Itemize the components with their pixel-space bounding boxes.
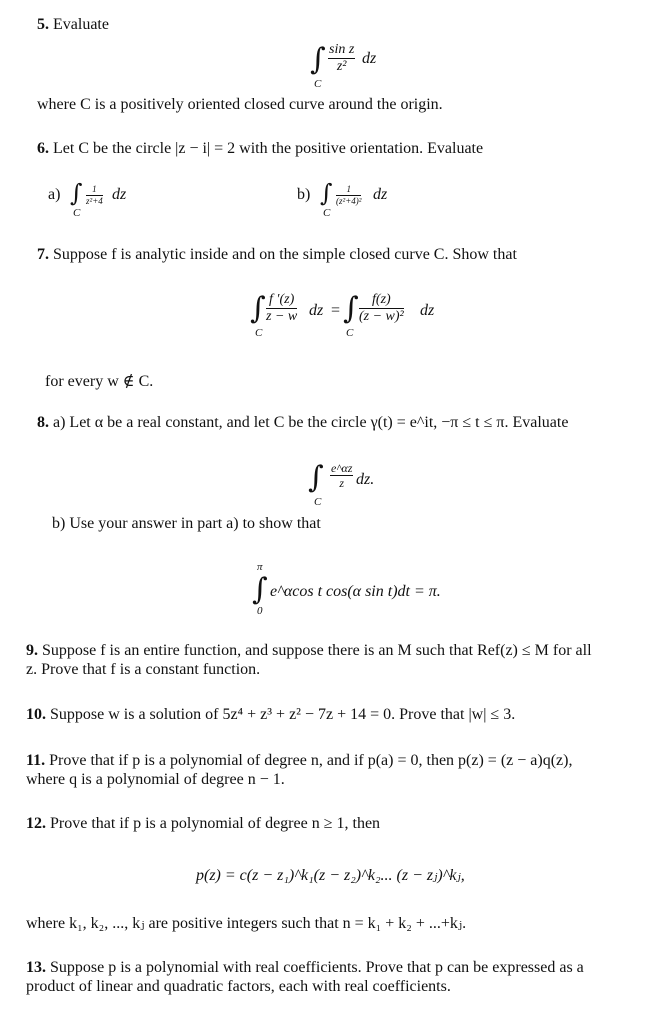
problem-5-number: 5. bbox=[37, 16, 49, 33]
problem-5-integral-sign: ∫ bbox=[310, 42, 326, 77]
problem-13-text: Suppose p is a polynomial with real coefficients. Prove that p can be expressed as a bbox=[50, 959, 584, 976]
problem-7-lhs-numerator: f ′(z) bbox=[266, 293, 297, 309]
problem-9-text: Suppose f is an entire function, and suppose there is an M such that Ref(z) ≤ M for all bbox=[42, 642, 592, 659]
problem-7-rhs-dz: dz bbox=[420, 302, 435, 319]
problem-7-lhs-contour: C bbox=[255, 327, 263, 339]
problem-13-line1 bbox=[26, 959, 584, 977]
problem-10-number: 10. bbox=[26, 706, 46, 723]
problem-10-line bbox=[26, 706, 515, 724]
problem-6b-denominator: (z²+4)² bbox=[336, 196, 362, 206]
problem-5-heading bbox=[37, 16, 109, 34]
problem-6a-integral-sign: ∫ bbox=[70, 179, 83, 207]
problem-8-integrand: e^αcos t cos(α sin t)dt = π. bbox=[270, 583, 441, 600]
problem-5-dz: dz bbox=[362, 50, 377, 67]
problem-8-contour: C bbox=[314, 496, 322, 508]
problem-6a-fraction bbox=[86, 185, 103, 206]
problem-6b-integral-sign: ∫ bbox=[320, 179, 333, 207]
problem-7-rhs-integral-sign: ∫ bbox=[343, 291, 359, 326]
problem-6b-numerator: 1 bbox=[336, 185, 361, 196]
problem-6b-label: b) bbox=[297, 186, 311, 203]
problem-5-contour: C bbox=[314, 78, 322, 90]
problem-7-lhs-dz: dz bbox=[309, 302, 324, 319]
problem-7-for-every: for every w ∉ C. bbox=[45, 373, 154, 390]
problem-10-text: Suppose w is a solution of 5z⁴ + z³ + z² − 7z + 14 = 0. Prove that |w| ≤ 3. bbox=[50, 706, 516, 723]
problem-9-line1 bbox=[26, 642, 592, 660]
problem-12-text: Prove that if p is a polynomial of degree n ≥ 1, then bbox=[50, 815, 381, 832]
problem-5-where: where C is a positively oriented closed curve around the origin. bbox=[37, 96, 443, 113]
problem-11-text: Prove that if p is a polynomial of degree n, and if p(a) = 0, then p(z) = (z − a)q(z), bbox=[49, 752, 573, 769]
problem-6a-dz: dz bbox=[112, 186, 127, 203]
problem-7-lhs-fraction bbox=[266, 293, 297, 324]
problem-7-lhs-denominator: z − w bbox=[266, 309, 298, 324]
problem-8-integral-sign: ∫ bbox=[308, 460, 324, 495]
problem-6-text: Let C be the circle |z − i| = 2 with the positive orientation. Evaluate bbox=[53, 140, 484, 157]
problem-11-line1 bbox=[26, 752, 572, 770]
problem-7-rhs-numerator: f(z) bbox=[359, 293, 404, 309]
problem-8-upper-limit: π bbox=[257, 561, 263, 573]
problem-5-fraction bbox=[328, 43, 355, 74]
problem-8-dz: dz. bbox=[356, 471, 375, 488]
problem-8-numerator: e^αz bbox=[331, 461, 353, 475]
problem-8-b-text: b) Use your answer in part a) to show that bbox=[52, 515, 321, 532]
problem-7-heading bbox=[37, 246, 517, 264]
problem-7-lhs-integral-sign: ∫ bbox=[250, 291, 266, 326]
problem-6b-fraction bbox=[336, 185, 361, 206]
problem-11-line2: where q is a polynomial of degree n − 1. bbox=[26, 771, 285, 788]
problem-7-rhs-fraction bbox=[359, 293, 404, 324]
problem-9-number: 9. bbox=[26, 642, 38, 659]
problem-5-numerator: sin z bbox=[329, 42, 355, 57]
problem-8-a-text: a) Let α be a real constant, and let C be the circle γ(t) = e^it, −π ≤ t ≤ π. Evaluate bbox=[53, 414, 569, 431]
problem-12-number: 12. bbox=[26, 815, 46, 832]
problem-7-rhs-denominator: (z − w)² bbox=[359, 309, 404, 324]
problem-6a-label: a) bbox=[48, 186, 61, 203]
problem-7-text: Suppose f is analytic inside and on the simple closed curve C. Show that bbox=[53, 246, 517, 263]
problem-6-number: 6. bbox=[37, 140, 49, 157]
problem-6a-numerator: 1 bbox=[86, 185, 103, 196]
problem-6a-denominator: z²+4 bbox=[86, 196, 103, 206]
problem-12-line bbox=[26, 815, 380, 833]
problem-8-number: 8. bbox=[37, 414, 49, 431]
problem-13-line2: product of linear and quadratic factors, each with real coefficients. bbox=[26, 978, 451, 995]
problem-8-denominator: z bbox=[339, 476, 345, 490]
problem-12-where: where k₁, k₂, ..., kⱼ are positive integers such that n = k₁ + k₂ + ...+kⱼ. bbox=[26, 915, 467, 932]
problem-7-rhs-contour: C bbox=[346, 327, 354, 339]
problem-6-heading bbox=[37, 140, 483, 158]
problem-9-line2: z. Prove that f is a constant function. bbox=[26, 661, 261, 678]
problem-7-number: 7. bbox=[37, 246, 49, 263]
problem-6a-contour: C bbox=[73, 207, 81, 219]
problem-12-formula: p(z) = c(z − z₁)^k₁(z − z₂)^k₂... (z − zⱼ)^kⱼ, bbox=[196, 867, 465, 884]
problem-5-denominator: z² bbox=[336, 59, 347, 74]
problem-8-fraction bbox=[330, 462, 353, 489]
problem-8-lower-limit: 0 bbox=[257, 605, 263, 617]
problem-5-intro: Evaluate bbox=[53, 16, 109, 33]
problem-11-number: 11. bbox=[26, 752, 46, 769]
problem-6b-contour: C bbox=[323, 207, 331, 219]
problem-13-number: 13. bbox=[26, 959, 46, 976]
problem-8-heading bbox=[37, 414, 568, 432]
problem-6b-dz: dz bbox=[373, 186, 388, 203]
problem-8-definite-integral-sign: ∫ bbox=[252, 572, 268, 607]
problem-7-equals: = bbox=[331, 302, 341, 319]
